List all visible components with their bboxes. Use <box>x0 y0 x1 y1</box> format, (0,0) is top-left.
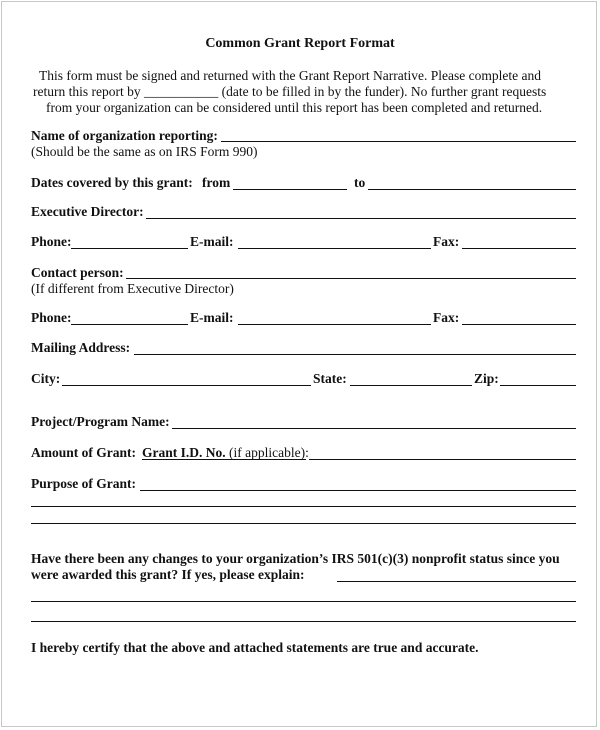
city-field[interactable] <box>62 385 311 386</box>
org-name-note: (Should be the same as on IRS Form 990) <box>31 144 258 159</box>
purpose-field-line-2[interactable] <box>31 506 576 507</box>
purpose-field-line-3[interactable] <box>31 523 576 524</box>
grant-id-field[interactable] <box>309 459 576 460</box>
purpose-field-line-1[interactable] <box>140 490 576 491</box>
intro-line-1: This form must be signed and returned with the Grant Report Narrative. Please complete and <box>39 68 541 83</box>
dates-from-label: from <box>202 175 231 190</box>
org-name-label: Name of organization reporting: <box>31 128 218 143</box>
mailing-field[interactable] <box>134 354 576 355</box>
state-field[interactable] <box>350 385 472 386</box>
irs-answer-line-3[interactable] <box>31 621 576 622</box>
amount-label: Amount of Grant: <box>31 445 136 460</box>
form-title: Common Grant Report Format <box>205 36 395 51</box>
project-field[interactable] <box>172 428 576 429</box>
grant-id-note: (if applicable): <box>229 445 309 460</box>
phone2-label: Phone: <box>31 310 72 325</box>
intro-line-2-start: return this report by <box>33 84 144 99</box>
dates-label: Dates covered by this grant: <box>31 175 193 190</box>
fax2-label: Fax: <box>433 310 460 325</box>
email-field[interactable] <box>238 248 431 249</box>
city-label: City: <box>31 371 61 386</box>
org-name-field[interactable] <box>221 141 576 142</box>
irs-answer-line-2[interactable] <box>31 601 576 602</box>
zip-label: Zip: <box>474 371 499 386</box>
phone-label: Phone: <box>31 234 72 249</box>
phone-field[interactable] <box>71 248 188 249</box>
intro-line-2-end: (date to be filled in by the funder). No further grant requests <box>218 84 547 99</box>
irs-answer-line-1[interactable] <box>337 581 576 582</box>
intro-line-2 <box>33 84 546 100</box>
zip-field[interactable] <box>500 385 576 386</box>
fax2-field[interactable] <box>462 324 576 325</box>
contact-label: Contact person: <box>31 265 124 280</box>
phone2-field[interactable] <box>71 324 188 325</box>
certify-statement: I hereby certify that the above and attached statements are true and accurate. <box>31 640 479 655</box>
exec-dir-label: Executive Director: <box>31 204 144 219</box>
irs-question-line-2: were awarded this grant? If yes, please explain: <box>31 567 305 582</box>
grant-id-label: Grant I.D. No. <box>142 445 226 460</box>
contact-note: (If different from Executive Director) <box>31 281 234 296</box>
purpose-label: Purpose of Grant: <box>31 476 136 491</box>
state-label: State: <box>313 371 347 386</box>
dates-to-label: to <box>354 175 366 190</box>
contact-field[interactable] <box>126 278 576 279</box>
dates-from-field[interactable] <box>233 189 347 190</box>
fax-label: Fax: <box>433 234 460 249</box>
intro-line-3: from your organization can be considered until this report has been completed and returned. <box>46 100 543 115</box>
irs-question-line-1: Have there been any changes to your organization’s IRS 501(c)(3) nonprofit status since you <box>31 551 560 566</box>
email2-field[interactable] <box>238 324 431 325</box>
email2-label: E-mail: <box>190 310 234 325</box>
email-label: E-mail: <box>190 234 234 249</box>
due-date-blank[interactable]: ___________ <box>143 84 219 99</box>
dates-to-field[interactable] <box>368 189 576 190</box>
exec-dir-field[interactable] <box>146 218 576 219</box>
fax-field[interactable] <box>462 248 576 249</box>
project-label: Project/Program Name: <box>31 414 170 429</box>
mailing-label: Mailing Address: <box>31 340 131 355</box>
